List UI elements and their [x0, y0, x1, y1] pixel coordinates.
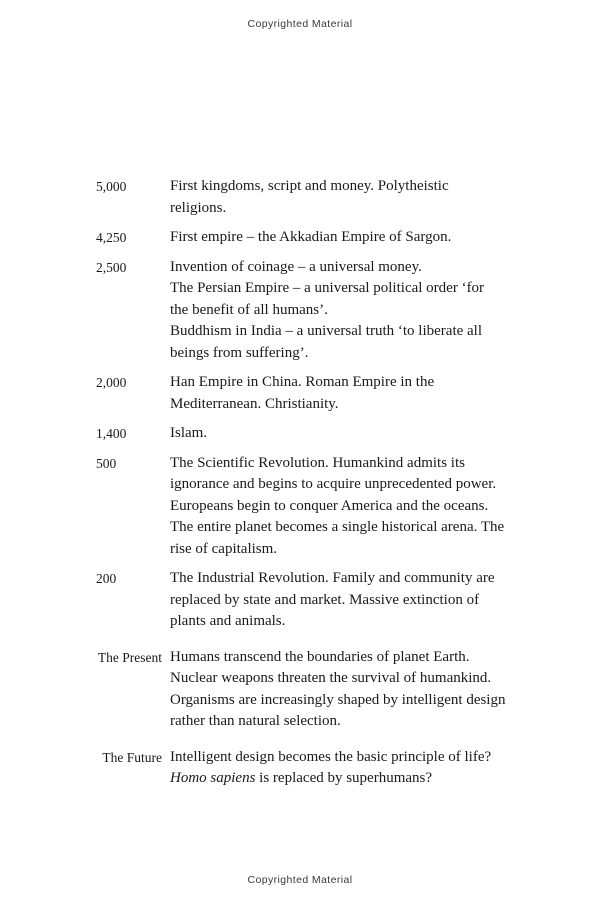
timeline-row — [96, 257, 506, 365]
timeline-entry — [170, 423, 506, 445]
timeline-row — [96, 227, 506, 249]
timeline-row — [96, 372, 506, 415]
timeline-row — [96, 423, 506, 445]
timeline-entry-line: Intelligent design becomes the basic principle of life? — [170, 748, 492, 765]
timeline-entry — [170, 568, 506, 633]
timeline-row — [96, 568, 506, 633]
timeline-list — [96, 176, 506, 798]
timeline-row — [96, 647, 506, 733]
timeline-entry-line: The Scientific Revolution. Humankind admits its ignorance and begins to acquire unprecedented power. Europeans begin to conquer America and the oceans. The entire planet becomes a single historical arena. The rise of capitalism. — [170, 454, 505, 557]
timeline-date: 200 — [96, 571, 117, 586]
timeline-row — [96, 453, 506, 561]
timeline-entry-line: Invention of coinage – a universal money. — [170, 258, 422, 275]
timeline-entry-line: Buddhism in India – a universal truth ‘to liberate all beings from suffering’. — [170, 323, 483, 361]
timeline-row — [96, 176, 506, 219]
timeline-entry — [170, 453, 506, 561]
timeline-entry-line: First kingdoms, script and money. Polytheistic religions. — [170, 178, 449, 216]
timeline-entry — [170, 176, 506, 219]
timeline-entry — [170, 227, 506, 249]
timeline-row — [96, 747, 506, 790]
timeline-date: 500 — [96, 455, 117, 471]
timeline-entry-line-italic — [170, 768, 506, 790]
species-name: Homo sapiens — [170, 770, 256, 786]
timeline-entry — [170, 372, 506, 415]
timeline-date: 5,000 — [96, 179, 127, 194]
timeline-entry-line: The Industrial Revolution. Family and community are replaced by state and market. Massive extinction of plants and animals. — [170, 570, 495, 629]
copyright-watermark-bottom: Copyrighted Material — [247, 874, 353, 886]
timeline-date: 4,250 — [96, 230, 127, 245]
timeline-entry — [170, 257, 506, 365]
timeline-entry-line: Humans transcend the boundaries of planet Earth. Nuclear weapons threaten the survival of humankind. Organisms are increasingly shaped by intelligent design rather than natural selection. — [170, 648, 506, 729]
timeline-date: 2,500 — [96, 259, 127, 275]
timeline-date: The Future — [102, 749, 162, 765]
timeline-entry-line: Han Empire in China. Roman Empire in the Mediterranean. Christianity. — [170, 374, 435, 412]
timeline-entry — [170, 747, 506, 790]
timeline-entry-line: The Persian Empire – a universal political order ‘for the benefit of all humans’. — [170, 280, 485, 318]
timeline-date: 1,400 — [96, 426, 127, 441]
timeline-date: 2,000 — [96, 375, 127, 390]
timeline-entry-line: Islam. — [170, 425, 208, 441]
timeline-entry-line: First empire – the Akkadian Empire of Sargon. — [170, 229, 452, 245]
timeline-entry — [170, 647, 506, 733]
species-name-tail: is replaced by superhumans? — [255, 770, 433, 786]
timeline-date: The Present — [97, 649, 162, 665]
copyright-watermark-top: Copyrighted Material — [247, 18, 353, 30]
